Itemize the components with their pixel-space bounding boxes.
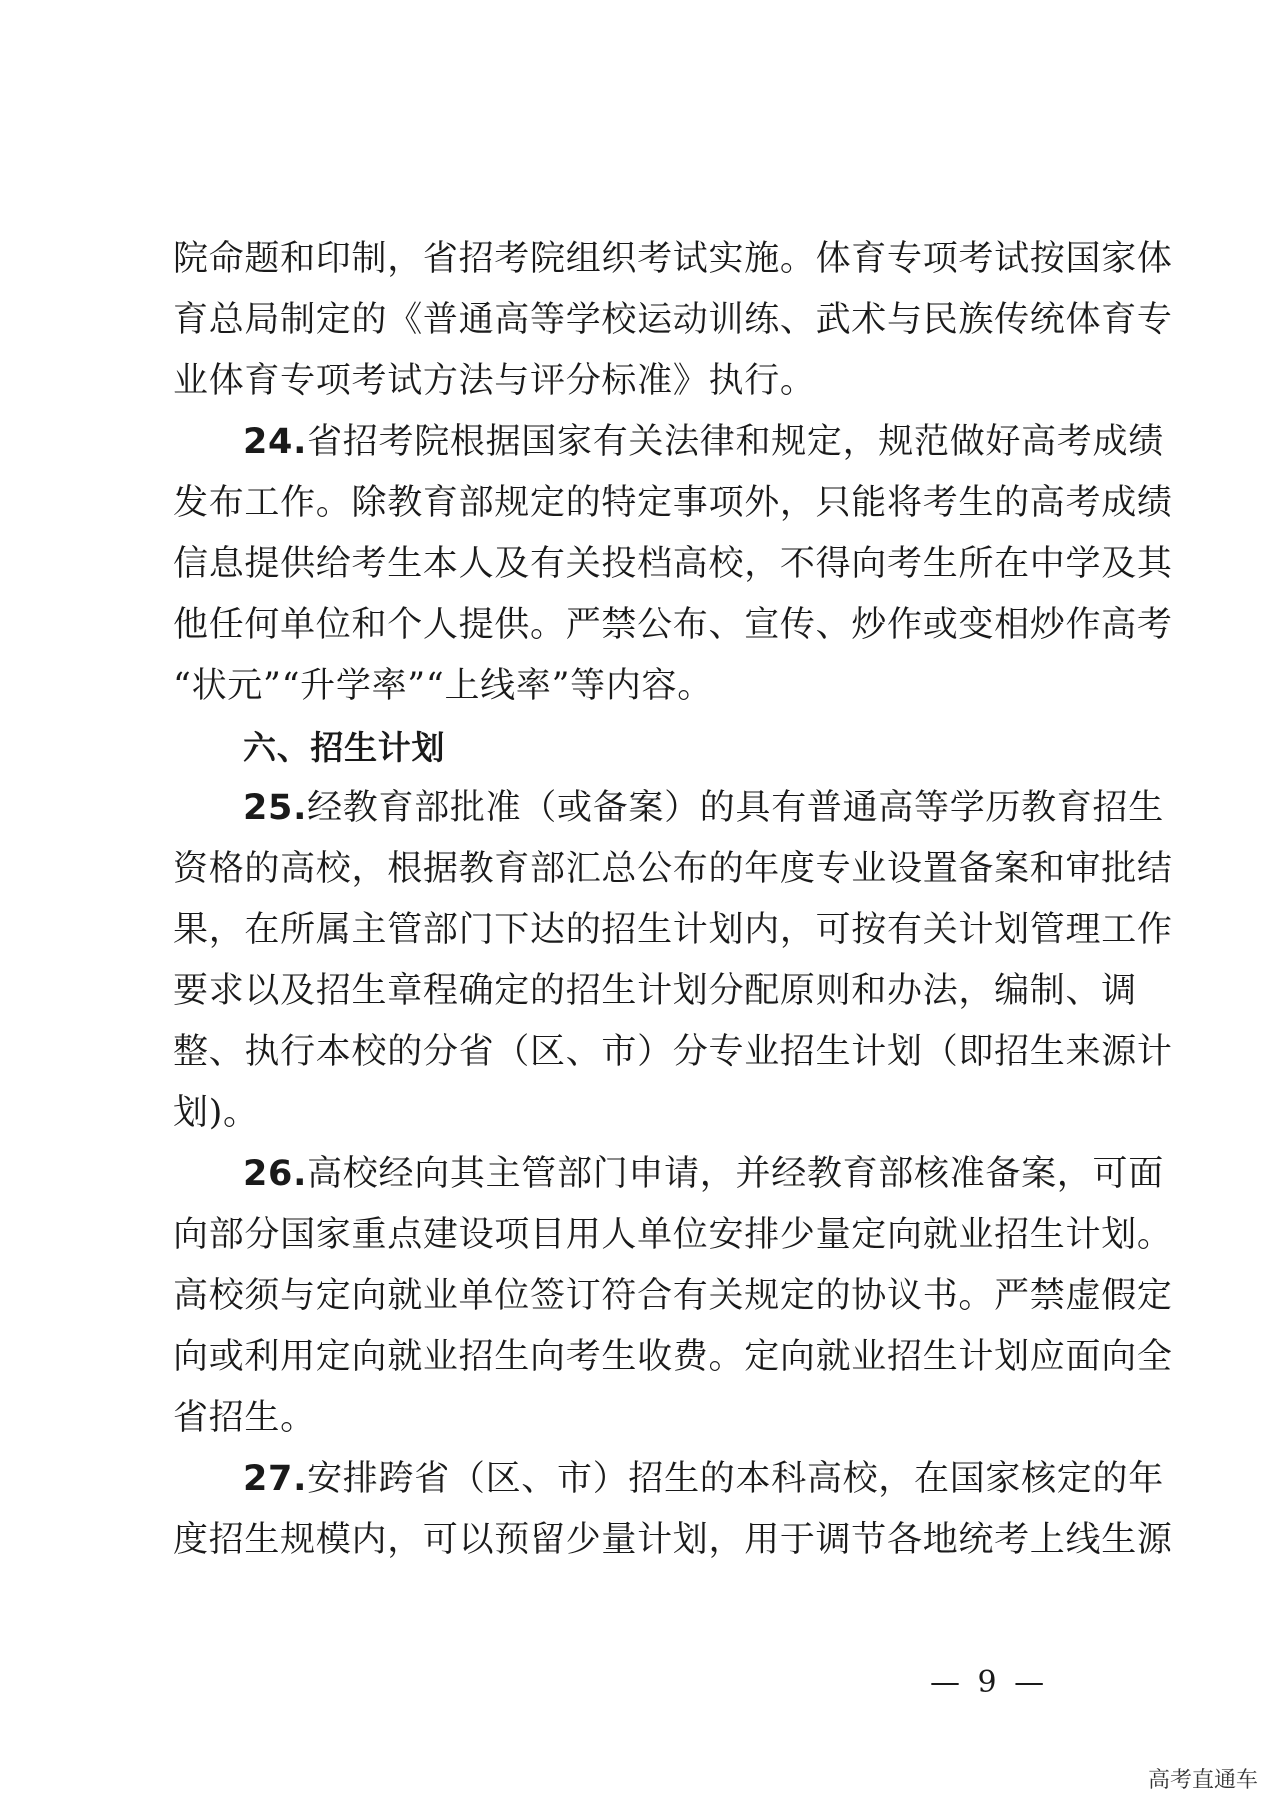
text-line: 发布工作。除教育部规定的特定事项外，只能将考生的高考成绩 <box>173 483 1173 523</box>
item-number: 27. <box>243 1459 308 1499</box>
text-line: 院命题和印制，省招考院组织考试实施。体育专项考试按国家体 <box>173 239 1173 279</box>
paragraph-item-25 <box>173 778 1173 1144</box>
text-line: 果，在所属主管部门下达的招生计划内，可按有关计划管理工作 <box>173 910 1173 950</box>
paragraph-continued <box>173 229 1173 412</box>
document-body <box>173 229 1173 1571</box>
paragraph-item-26 <box>173 1144 1173 1449</box>
watermark-text: 高考直通车 <box>1147 1768 1258 1793</box>
page-number: — 9 — <box>930 1665 1049 1700</box>
paragraph-item-24 <box>173 412 1173 717</box>
text-line: 省招生。 <box>173 1398 316 1438</box>
item-number: 25. <box>243 788 308 828</box>
text-run: 经教育部批准（或备案）的具有普通高等学历教育招生 <box>307 788 1164 828</box>
text-run: 安排跨省（区、市）招生的本科高校，在国家核定的年 <box>307 1459 1164 1499</box>
text-line: 要求以及招生章程确定的招生计划分配原则和办法，编制、调 <box>173 971 1137 1011</box>
text-line: “状元”“升学率”“上线率”等内容。 <box>173 666 713 706</box>
text-line <box>173 412 1164 473</box>
text-line: 向或利用定向就业招生向考生收费。定向就业招生计划应面向全 <box>173 1337 1173 1377</box>
text-line: 度招生规模内，可以预留少量计划，用于调节各地统考上线生源 <box>173 1520 1173 1560</box>
text-line: 育总局制定的《普通高等学校运动训练、武术与民族传统体育专 <box>173 300 1173 340</box>
text-line: 信息提供给考生本人及有关投档高校，不得向考生所在中学及其 <box>173 544 1173 584</box>
text-run: 省招考院根据国家有关法律和规定，规范做好高考成绩 <box>307 422 1164 462</box>
text-line: 划)。 <box>173 1093 259 1133</box>
text-line <box>173 778 1164 839</box>
text-line: 高校须与定向就业单位签订符合有关规定的协议书。严禁虚假定 <box>173 1276 1173 1316</box>
text-line <box>173 1144 1164 1205</box>
text-line: 他任何单位和个人提供。严禁公布、宣传、炒作或变相炒作高考 <box>173 605 1173 645</box>
paragraph-item-27 <box>173 1449 1173 1571</box>
text-line: 资格的高校，根据教育部汇总公布的年度专业设置备案和审批结 <box>173 849 1173 889</box>
item-number: 24. <box>243 422 308 462</box>
text-run: 高校经向其主管部门申请，并经教育部核准备案，可面 <box>307 1154 1164 1194</box>
text-line: 整、执行本校的分省（区、市）分专业招生计划（即招生来源计 <box>173 1032 1173 1072</box>
text-line: 业体育专项考试方法与评分标准》执行。 <box>173 361 816 401</box>
text-line: 向部分国家重点建设项目用人单位安排少量定向就业招生计划。 <box>173 1215 1173 1255</box>
text-line <box>173 1449 1164 1510</box>
section-heading: 六、招生计划 <box>243 728 446 767</box>
item-number: 26. <box>243 1154 308 1194</box>
